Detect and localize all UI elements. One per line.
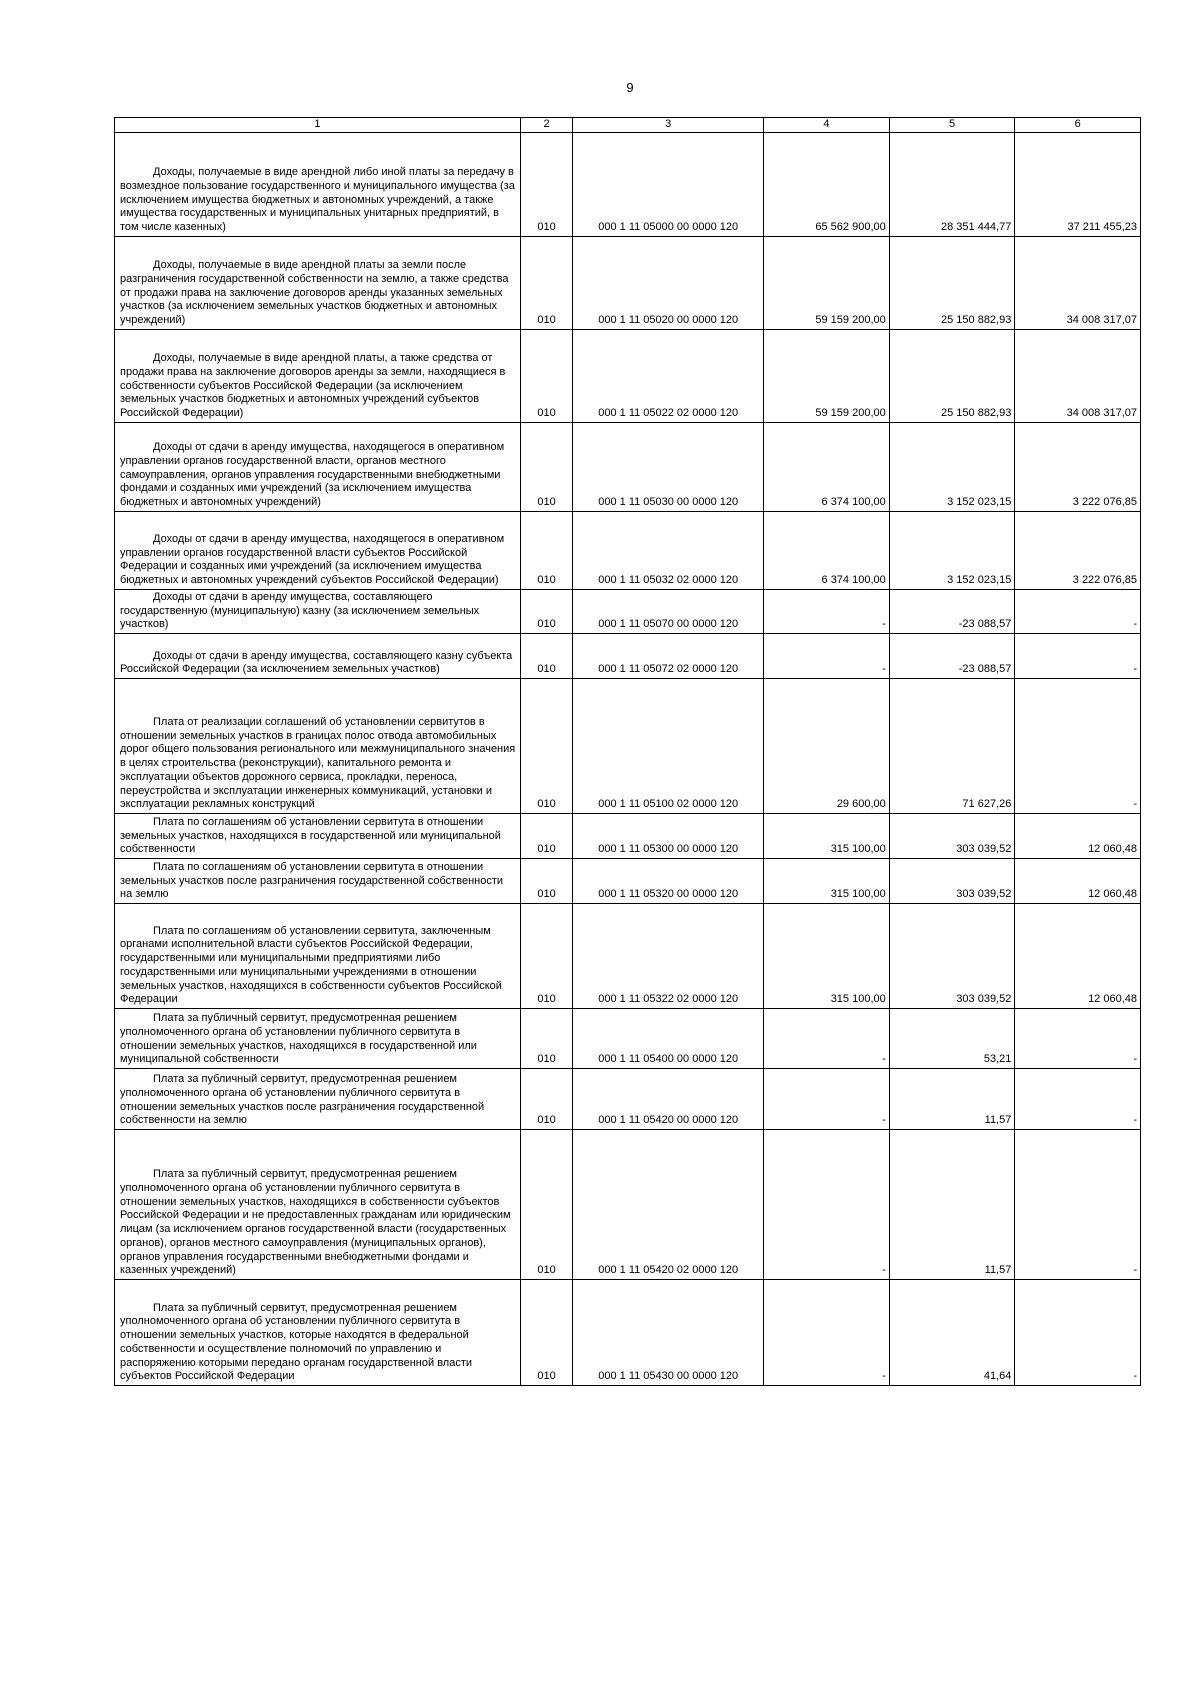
row-line-code: 010 [520, 422, 572, 511]
row-executed-amount: 53,21 [889, 1009, 1015, 1069]
row-budget-code: 000 1 11 05430 00 0000 120 [573, 1280, 764, 1386]
row-name [115, 132, 521, 236]
table-body [115, 132, 1141, 1385]
row-unexecuted-amount: - [1015, 634, 1141, 679]
row-name-text: Плата за публичный сервитут, предусмотренная решением уполномоченного органа об установлении публичного сервитута в отношении земельных участков, находящихся в собственности субъектов Российской Федерации и не предоставленных гражданам или юридическим лицам (за исключением органов государственной власти (государственных органов), органов местного самоуправления (муниципальных органов), органов управления государственными внебюджетными фондами и казенных учреждений) [120, 1168, 511, 1277]
table-row [115, 329, 1141, 422]
row-executed-amount: 25 150 882,93 [889, 236, 1015, 329]
row-unexecuted-amount: - [1015, 1280, 1141, 1386]
row-approved-amount: 29 600,00 [764, 679, 890, 814]
row-name-text: Плата по соглашениям об установлении сервитута в отношении земельных участков, находящихся в государственной или муниципальной собственности [120, 815, 501, 856]
row-name-text: Доходы от сдачи в аренду имущества, находящегося в оперативном управлении органов государственной власти, органов местного самоуправления, органов управления государственными внебюджетными фондами и созданных ими учреждений (за исключением имущества бюджетных и автономных учреждений) [120, 441, 505, 508]
row-budget-code: 000 1 11 05100 02 0000 120 [573, 679, 764, 814]
row-budget-code: 000 1 11 05400 00 0000 120 [573, 1009, 764, 1069]
row-name [115, 679, 521, 814]
row-name [115, 1009, 521, 1069]
row-approved-amount: - [764, 634, 890, 679]
column-header-2: 2 [520, 118, 572, 133]
row-name [115, 904, 521, 1009]
row-name [115, 589, 521, 633]
row-budget-code: 000 1 11 05020 00 0000 120 [573, 236, 764, 329]
row-approved-amount: 315 100,00 [764, 814, 890, 859]
row-name [115, 859, 521, 904]
row-approved-amount: - [764, 1069, 890, 1130]
row-budget-code: 000 1 11 05322 02 0000 120 [573, 904, 764, 1009]
row-name-text: Плата за публичный сервитут, предусмотренная решением уполномоченного органа об установлении публичного сервитута в отношении земельных участков, находящихся в государственной или муниципальной собственности [120, 1012, 477, 1066]
row-executed-amount: 41,64 [889, 1280, 1015, 1386]
row-line-code: 010 [520, 132, 572, 236]
row-unexecuted-amount: 3 222 076,85 [1015, 511, 1141, 589]
table-row [115, 236, 1141, 329]
row-approved-amount: 315 100,00 [764, 859, 890, 904]
row-line-code: 010 [520, 511, 572, 589]
row-budget-code: 000 1 11 05030 00 0000 120 [573, 422, 764, 511]
row-line-code: 010 [520, 814, 572, 859]
row-name-text: Доходы, получаемые в виде арендной либо иной платы за передачу в возмездное пользование государственного и муниципального имущества (за исключением имущества бюджетных и автономных учреждений, а также имущества государственных и муниципальных унитарных предприятий, в том числе казенных) [120, 166, 515, 233]
row-name-text: Доходы от сдачи в аренду имущества, составляющего государственную (муниципальную) казну (за исключением земельных участков) [120, 590, 480, 631]
row-budget-code: 000 1 11 05070 00 0000 120 [573, 589, 764, 633]
row-name [115, 634, 521, 679]
row-budget-code: 000 1 11 05022 02 0000 120 [573, 329, 764, 422]
row-unexecuted-amount: 12 060,48 [1015, 859, 1141, 904]
row-unexecuted-amount: - [1015, 679, 1141, 814]
row-line-code: 010 [520, 634, 572, 679]
row-executed-amount: 303 039,52 [889, 814, 1015, 859]
table-row [115, 904, 1141, 1009]
row-unexecuted-amount: 34 008 317,07 [1015, 329, 1141, 422]
row-executed-amount: 11,57 [889, 1069, 1015, 1130]
row-executed-amount: -23 088,57 [889, 634, 1015, 679]
row-approved-amount: 315 100,00 [764, 904, 890, 1009]
row-unexecuted-amount: 34 008 317,07 [1015, 236, 1141, 329]
row-budget-code: 000 1 11 05320 00 0000 120 [573, 859, 764, 904]
row-budget-code: 000 1 11 05000 00 0000 120 [573, 132, 764, 236]
table-row [115, 589, 1141, 633]
row-executed-amount: 303 039,52 [889, 859, 1015, 904]
table-row [115, 634, 1141, 679]
table-row [115, 1009, 1141, 1069]
row-name-text: Плата от реализации соглашений об установлении сервитутов в отношении земельных участков в границах полос отвода автомобильных дорог общего пользования регионального или межмуниципального значения в целях строительства (реконструкции), капитального ремонта и эксплуатации объектов дорожного сервиса, прокладки, переноса, переустройства и эксплуатации инженерных коммуникаций, установки и эксплуатации рекламных конструкций [120, 715, 516, 811]
row-line-code: 010 [520, 589, 572, 633]
row-approved-amount: 59 159 200,00 [764, 236, 890, 329]
table-row [115, 511, 1141, 589]
column-header-5: 5 [889, 118, 1015, 133]
row-executed-amount: 25 150 882,93 [889, 329, 1015, 422]
row-budget-code: 000 1 11 05420 00 0000 120 [573, 1069, 764, 1130]
row-line-code: 010 [520, 329, 572, 422]
table-row [115, 1130, 1141, 1280]
table-row [115, 1069, 1141, 1130]
table-row [115, 814, 1141, 859]
row-unexecuted-amount: - [1015, 1130, 1141, 1280]
row-name [115, 1069, 521, 1130]
table-row [115, 1280, 1141, 1386]
row-approved-amount: 59 159 200,00 [764, 329, 890, 422]
row-budget-code: 000 1 11 05072 02 0000 120 [573, 634, 764, 679]
row-unexecuted-amount: 12 060,48 [1015, 814, 1141, 859]
row-name [115, 1280, 521, 1386]
row-line-code: 010 [520, 1069, 572, 1130]
table-row [115, 132, 1141, 236]
revenue-table [114, 117, 1141, 1386]
row-unexecuted-amount: - [1015, 1009, 1141, 1069]
column-header-3: 3 [573, 118, 764, 133]
row-unexecuted-amount: 37 211 455,23 [1015, 132, 1141, 236]
row-approved-amount: - [764, 1009, 890, 1069]
row-approved-amount: - [764, 1130, 890, 1280]
row-line-code: 010 [520, 859, 572, 904]
row-name [115, 814, 521, 859]
row-name [115, 329, 521, 422]
row-name-text: Плата по соглашениям об установлении сервитута в отношении земельных участков после разграничения государственной собственности на землю [120, 860, 504, 901]
row-approved-amount: 6 374 100,00 [764, 511, 890, 589]
row-line-code: 010 [520, 236, 572, 329]
row-name-text: Доходы от сдачи в аренду имущества, составляющего казну субъекта Российской Федерации (за исключением земельных участков) [120, 649, 513, 676]
row-name [115, 422, 521, 511]
row-approved-amount: - [764, 1280, 890, 1386]
row-line-code: 010 [520, 1130, 572, 1280]
row-unexecuted-amount: 3 222 076,85 [1015, 422, 1141, 511]
row-name [115, 236, 521, 329]
row-name-text: Плата за публичный сервитут, предусмотренная решением уполномоченного органа об установлении публичного сервитута в отношении земельных участков после разграничения государственной собственности на землю [120, 1073, 485, 1127]
row-approved-amount: - [764, 589, 890, 633]
row-budget-code: 000 1 11 05300 00 0000 120 [573, 814, 764, 859]
row-approved-amount: 65 562 900,00 [764, 132, 890, 236]
row-executed-amount: 28 351 444,77 [889, 132, 1015, 236]
row-name [115, 511, 521, 589]
row-unexecuted-amount: 12 060,48 [1015, 904, 1141, 1009]
column-header-4: 4 [764, 118, 890, 133]
column-header-1: 1 [115, 118, 521, 133]
row-name-text: Плата по соглашениям об установлении сервитута, заключенным органами исполнительной власти субъектов Российской Федерации, государственными или муниципальными предприятиями либо государственными или муниципальными учреждениями в отношении земельных участков, находящихся в собственности субъектов Российской Федерации [120, 924, 502, 1006]
row-executed-amount: 3 152 023,15 [889, 511, 1015, 589]
row-executed-amount: 3 152 023,15 [889, 422, 1015, 511]
row-line-code: 010 [520, 1009, 572, 1069]
row-executed-amount: 11,57 [889, 1130, 1015, 1280]
row-budget-code: 000 1 11 05420 02 0000 120 [573, 1130, 764, 1280]
table-row [115, 422, 1141, 511]
row-name-text: Доходы от сдачи в аренду имущества, находящегося в оперативном управлении органов государственной власти субъектов Российской Федерации и созданных ими учреждений (за исключением имущества бюджетных и автономных учреждений субъектов Российской Федерации) [120, 532, 505, 586]
row-name-text: Доходы, получаемые в виде арендной платы за земли после разграничения государственной собственности на землю, а также средства от продажи права на заключение договоров аренды указанных земельных участков (за исключением земельных участков бюджетных и автономных учреждений) [120, 259, 509, 326]
row-name [115, 1130, 521, 1280]
table-row [115, 859, 1141, 904]
row-executed-amount: 303 039,52 [889, 904, 1015, 1009]
row-budget-code: 000 1 11 05032 02 0000 120 [573, 511, 764, 589]
row-unexecuted-amount: - [1015, 1069, 1141, 1130]
column-number-row [115, 118, 1141, 133]
row-executed-amount: -23 088,57 [889, 589, 1015, 633]
page-number: 9 [626, 80, 634, 95]
row-line-code: 010 [520, 679, 572, 814]
row-name-text: Доходы, получаемые в виде арендной платы, а также средства от продажи права на заключение договоров аренды за земли, находящиеся в собственности субъектов Российской Федерации (за исключением земельных участков бюджетных и автономных учреждений субъектов Российской Федерации) [120, 352, 506, 419]
row-line-code: 010 [520, 1280, 572, 1386]
row-unexecuted-amount: - [1015, 589, 1141, 633]
row-name-text: Плата за публичный сервитут, предусмотренная решением уполномоченного органа об установлении публичного сервитута в отношении земельных участков, которые находятся в федеральной собственности и осуществление полномочий по управлению и распоряжению которыми передано органам государственной власти субъектов Российской Федерации [120, 1301, 473, 1383]
row-approved-amount: 6 374 100,00 [764, 422, 890, 511]
row-line-code: 010 [520, 904, 572, 1009]
row-executed-amount: 71 627,26 [889, 679, 1015, 814]
column-header-6: 6 [1015, 118, 1141, 133]
table-row [115, 679, 1141, 814]
